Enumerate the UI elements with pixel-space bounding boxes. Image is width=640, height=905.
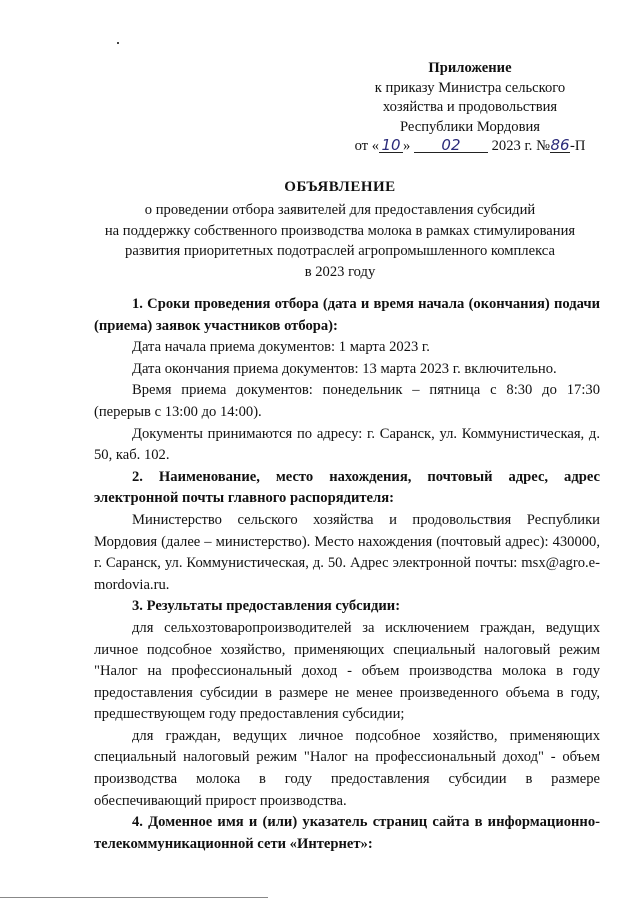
handwritten-month: 02	[414, 138, 488, 153]
section-1-heading: 1. Сроки проведения отбора (дата и время начала (окончания) подачи (приема) заявок участников отбора):	[94, 296, 600, 334]
subtitle-line: развития приоритетных подотраслей агропромышленного комплекса	[125, 243, 555, 259]
announcement-subtitle	[80, 200, 600, 282]
date-quote: »	[403, 138, 411, 154]
appendix-title: Приложение	[428, 60, 512, 76]
date-year: 2023 г. №	[491, 138, 551, 154]
section-1-paragraph: Время приема документов: понедельник – пятница с 8:30 до 17:30 (перерыв с 13:00 до 14:00).	[94, 382, 600, 420]
section-3-paragraph: для граждан, ведущих личное подсобное хозяйство, применяющих специальный налоговый режим "Налог на профессиональный доход" - объем производства молока в году предоставления субсидии в размере обеспечивающий прирост производства.	[94, 727, 600, 809]
section-3-paragraph: для сельхозтоваропроизводителей за исключением граждан, ведущих личное подсобное хозяйство, применяющих специальный налоговый режим "Налог на профессиональный доход - объем производства молока в году предоставления субсидии в размере не менее произведенного объема в году, предшествующем году предоставления субсидии;	[94, 619, 600, 723]
appendix-block	[330, 59, 610, 157]
appendix-line: хозяйства и продовольствия	[382, 99, 558, 115]
section-2-paragraph: Министерство сельского хозяйства и продовольствия Республики Мордовия (далее – министерство). Место нахождения (почтовый адрес): 430000, г. Саранск, ул. Коммунистическая, д. 50. Адрес электронной почты: msx@agro.e-mordovia.ru.	[94, 511, 600, 593]
subtitle-line: на поддержку собственного производства молока в рамках стимулирования	[104, 222, 576, 239]
section-1-paragraph: Документы принимаются по адресу: г. Саранск, ул. Коммунистическая, д. 50, каб. 102.	[94, 425, 600, 464]
section-3-heading: 3. Результаты предоставления субсидии:	[132, 598, 401, 615]
date-prefix: от «	[354, 138, 379, 154]
number-suffix: -П	[570, 138, 586, 154]
scan-speck	[117, 42, 119, 44]
section-4-heading: 4. Доменное имя и (или) указатель страниц сайта в информационно-телекоммуникационной сети «Интернет»:	[94, 814, 600, 852]
subtitle-line: в 2023 году	[304, 263, 376, 280]
subtitle-line: о проведении отбора заявителей для предоставления субсидий	[144, 202, 536, 218]
announcement-body	[94, 294, 600, 855]
handwritten-number: 86	[550, 136, 570, 154]
footnote-rule	[0, 897, 268, 898]
section-1-paragraph: Дата окончания приема документов: 13 марта 2023 г. включительно.	[132, 360, 557, 377]
section-1-paragraph: Дата начала приема документов: 1 марта 2023 г.	[132, 339, 430, 356]
appendix-line: Республики Мордовия	[399, 118, 540, 135]
appendix-line: к приказу Министра сельского	[374, 79, 566, 96]
announcement-heading: ОБЪЯВЛЕНИЕ	[284, 179, 396, 195]
section-2-heading: 2. Наименование, место нахождения, почтовый адрес, адрес электронной почты главного распорядителя:	[94, 468, 600, 507]
handwritten-day: 10	[379, 138, 403, 153]
order-date-line	[330, 137, 610, 157]
